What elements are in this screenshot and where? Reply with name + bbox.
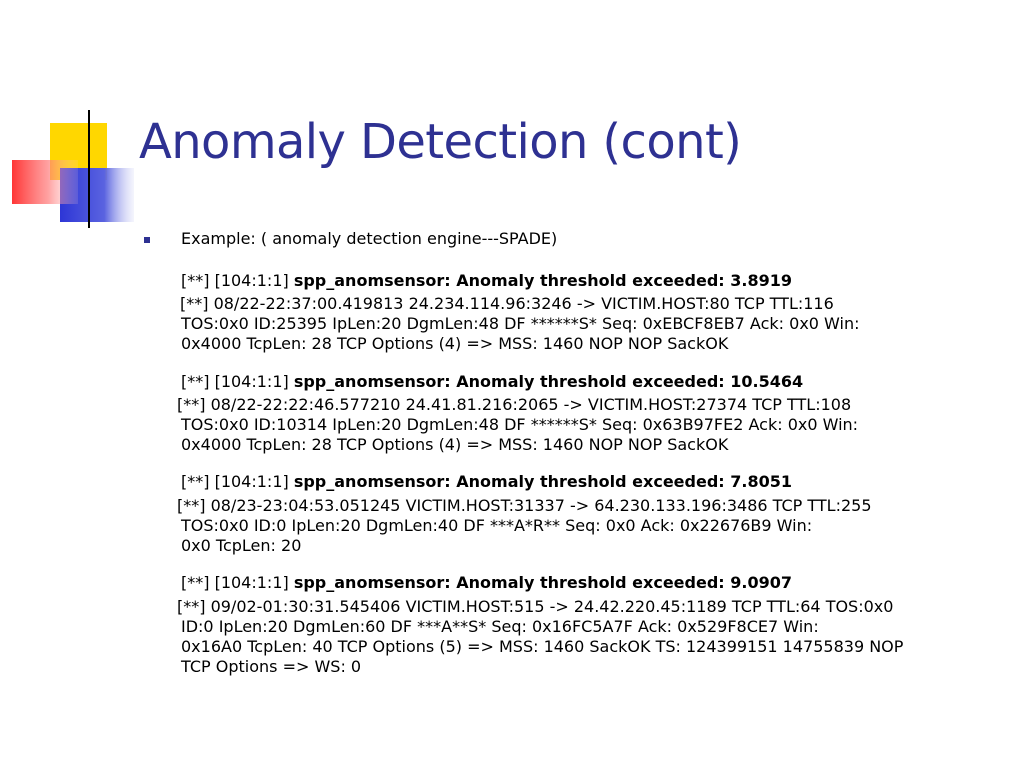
alert-message: spp_anomsensor: Anomaly threshold exceeded: 9.0907 [293, 573, 792, 592]
alert-detail-line: [**] 08/22-22:37:00.419813 24.234.114.96:3246 -> VICTIM.HOST:80 TCP TTL:116 [180, 294, 834, 313]
alert-detail-line: [**] 08/22-22:22:46.577210 24.41.81.216:2065 -> VICTIM.HOST:27374 TCP TTL:108 [177, 395, 852, 414]
alert-detail-line: TOS:0x0 ID:0 IpLen:20 DgmLen:40 DF ***A*R** Seq: 0x0 Ack: 0x22676B9 Win: [181, 516, 813, 535]
alert-header [181, 573, 792, 593]
alert-header [181, 372, 803, 392]
alert-signature: [**] [104:1:1] [181, 271, 289, 290]
alert-detail-line: 0x16A0 TcpLen: 40 TCP Options (5) => MSS: 1460 SackOK TS: 124399151 14755839 NOP [181, 637, 904, 656]
alert-detail-line: ID:0 IpLen:20 DgmLen:60 DF ***A**S* Seq: 0x16FC5A7F Ack: 0x529F8CE7 Win: [181, 617, 819, 636]
alert-message: spp_anomsensor: Anomaly threshold exceeded: 3.8919 [293, 271, 792, 290]
alert-detail-line: 0x0 TcpLen: 20 [181, 536, 302, 555]
alert-signature: [**] [104:1:1] [181, 472, 289, 491]
alert-message: spp_anomsensor: Anomaly threshold exceeded: 7.8051 [293, 472, 792, 491]
alert-detail-line: [**] 09/02-01:30:31.545406 VICTIM.HOST:515 -> 24.42.220.45:1189 TCP TTL:64 TOS:0x0 [177, 597, 894, 616]
alert-header [181, 472, 792, 492]
decor-red-square [12, 160, 78, 204]
alert-detail-line: [**] 08/23-23:04:53.051245 VICTIM.HOST:31337 -> 64.230.133.196:3486 TCP TTL:255 [177, 496, 872, 515]
slide-title: Anomaly Detection (cont) [139, 114, 742, 170]
alert-detail-line: 0x4000 TcpLen: 28 TCP Options (4) => MSS: 1460 NOP NOP SackOK [181, 435, 729, 454]
alert-detail-line: TCP Options => WS: 0 [181, 657, 362, 676]
intro-text: Example: ( anomaly detection engine---SPADE) [181, 229, 558, 248]
alert-header [181, 271, 792, 291]
alert-detail-line: 0x4000 TcpLen: 28 TCP Options (4) => MSS: 1460 NOP NOP SackOK [181, 334, 729, 353]
alert-detail-line: TOS:0x0 ID:25395 IpLen:20 DgmLen:48 DF ******S* Seq: 0xEBCF8EB7 Ack: 0x0 Win: [181, 314, 860, 333]
alert-signature: [**] [104:1:1] [181, 573, 289, 592]
bullet-marker [144, 237, 150, 243]
alert-signature: [**] [104:1:1] [181, 372, 289, 391]
alert-detail-line: TOS:0x0 ID:10314 IpLen:20 DgmLen:48 DF ******S* Seq: 0x63B97FE2 Ack: 0x0 Win: [181, 415, 859, 434]
alert-message: spp_anomsensor: Anomaly threshold exceeded: 10.5464 [293, 372, 804, 391]
